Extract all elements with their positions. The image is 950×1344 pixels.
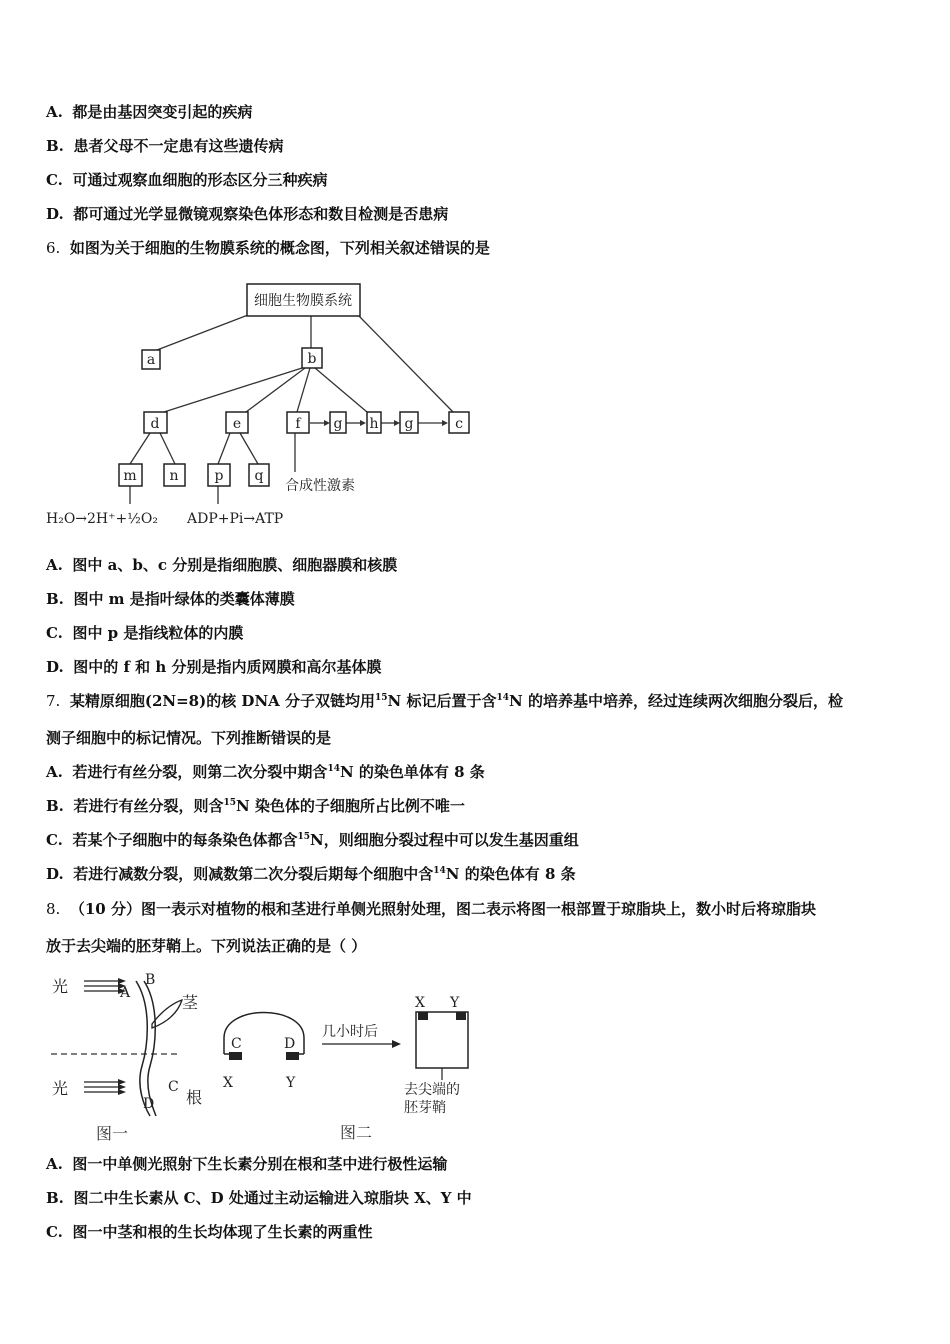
node-p: p — [214, 468, 224, 484]
root-label: 根 — [186, 1088, 203, 1107]
q8-option-c: C. 图一中茎和根的生长均体现了生长素的两重性 — [46, 1223, 373, 1241]
figure-1-caption: 图一 — [96, 1124, 129, 1143]
q7-stem-line1: 7. 某精原细胞(2N=8)的核 DNA 分子双链均用$^{15}$N 标记后置于含$^{14}$N 的培养基中培养，经过连续两次细胞分裂后，检 — [46, 692, 843, 710]
q5-option-d: D. 都可通过光学显微镜观察染色体形态和数目检测是否患病 — [46, 205, 449, 223]
q8-option-b: B. 图二中生长素从 C、D 处通过主动运输进入琼脂块 X、Y 中 — [46, 1189, 472, 1207]
auxin-experiment-figure — [46, 966, 496, 1146]
node-f: f — [295, 416, 301, 432]
several-hours-label: 几小时后 — [322, 1024, 378, 1040]
node-n: n — [169, 468, 179, 484]
stem-label: 茎 — [182, 993, 199, 1012]
block-x-label: X — [223, 1075, 233, 1091]
coleoptile-y-label: Y — [450, 995, 460, 1011]
q8-option-a: A. 图一中单侧光照射下生长素分别在根和茎中进行极性运输 — [46, 1155, 448, 1173]
coleoptile-label-line1: 去尖端的 — [404, 1082, 460, 1098]
q8-stem-line2: 放于去尖端的胚芽鞘上。下列说法正确的是（ ） — [46, 937, 367, 955]
node-d: d — [150, 416, 160, 432]
q7-option-c: C. 若某个子细胞中的每条染色体都含$^{15}$N，则细胞分裂过程中可以发生基因重组 — [46, 831, 579, 849]
node-q: q — [254, 468, 264, 484]
atp-synthesis-equation: ADP+Pi→ATP — [187, 511, 284, 527]
light-label-bottom: 光 — [52, 1079, 69, 1098]
q5-option-b: B. 患者父母不一定患有这些遗传病 — [46, 137, 284, 155]
hormone-synthesis-label: 合成性激素 — [285, 478, 355, 494]
block-y-label: Y — [286, 1075, 296, 1091]
block-c-label: C — [231, 1036, 242, 1052]
q6-option-a: A. 图中 a、b、c 分别是指细胞膜、细胞器膜和核膜 — [46, 556, 398, 574]
node-e: e — [232, 416, 242, 432]
q5-option-c: C. 可通过观察血细胞的形态区分三种疾病 — [46, 171, 328, 189]
point-c-label: C — [168, 1079, 179, 1095]
q7-option-a: A. 若进行有丝分裂，则第二次分裂中期含$^{14}$N 的染色单体有 8 条 — [46, 763, 485, 781]
q7-option-d: D. 若进行减数分裂，则减数第二次分裂后期每个细胞中含$^{14}$N 的染色体有 8 条 — [46, 865, 576, 883]
light-label-top: 光 — [52, 977, 69, 996]
membrane-concept-diagram — [40, 278, 480, 533]
diagram-root-label: 细胞生物膜系统 — [254, 293, 352, 309]
q6-option-d: D. 图中的 f 和 h 分别是指内质网膜和高尔基体膜 — [46, 658, 382, 676]
q5-option-a: A. 都是由基因突变引起的疾病 — [46, 103, 253, 121]
node-g-2: g — [404, 416, 414, 432]
q6-option-b: B. 图中 m 是指叶绿体的类囊体薄膜 — [46, 590, 295, 608]
q7-stem-line2: 测子细胞中的标记情况。下列推断错误的是 — [46, 729, 332, 747]
point-b-label: B — [145, 972, 156, 988]
q6-option-c: C. 图中 p 是指线粒体的内膜 — [46, 624, 244, 642]
node-m: m — [123, 468, 137, 484]
node-a: a — [146, 352, 156, 368]
node-c: c — [455, 416, 463, 432]
node-h: h — [369, 416, 379, 432]
q6-stem: 6. 如图为关于细胞的生物膜系统的概念图，下列相关叙述错误的是 — [46, 239, 490, 257]
q8-stem-line1: 8. （10 分）图一表示对植物的根和茎进行单侧光照射处理，图二表示将图一根部置于琼脂块上，数小时后将琼脂块 — [46, 900, 816, 918]
block-d-label: D — [284, 1036, 296, 1052]
photolysis-equation: H₂O→2H⁺+½O₂ — [46, 511, 158, 527]
point-d-label: D — [143, 1096, 155, 1112]
point-a-label: A — [120, 985, 131, 1001]
coleoptile-label-line2: 胚芽鞘 — [404, 1100, 446, 1116]
figure-2-caption: 图二 — [340, 1123, 373, 1142]
node-b: b — [307, 351, 317, 367]
node-g-1: g — [333, 416, 343, 432]
coleoptile-x-label: X — [415, 995, 425, 1011]
q7-option-b: B. 若进行有丝分裂，则含$^{15}$N 染色体的子细胞所占比例不唯一 — [46, 797, 465, 815]
